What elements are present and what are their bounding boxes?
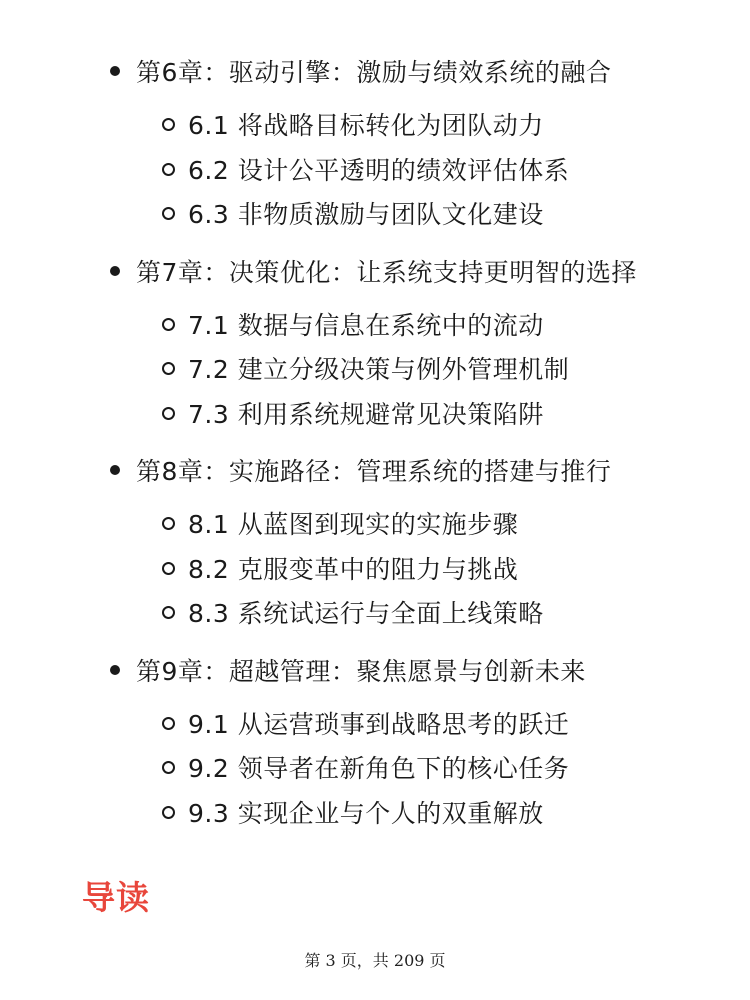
bullet-circle-icon (162, 606, 175, 619)
bullet-circle-icon (162, 517, 175, 530)
bullet-circle-icon (162, 806, 175, 819)
bullet-circle-icon (162, 761, 175, 774)
section-title: 8.1 从蓝图到现实的实施步骤 (188, 510, 519, 540)
list-item (0, 790, 750, 835)
bullet-dot-icon (110, 66, 120, 76)
section-title: 7.3 利用系统规避常见决策陷阱 (188, 399, 544, 429)
list-item (0, 391, 750, 436)
section-title: 6.3 非物质激励与团队文化建设 (188, 200, 544, 230)
list-item (0, 745, 750, 790)
bullet-circle-icon (162, 118, 175, 131)
bullet-circle-icon (162, 562, 175, 575)
section-title: 9.2 领导者在新角色下的核心任务 (188, 754, 570, 784)
section-list (0, 495, 750, 645)
section-title: 8.3 系统试运行与全面上线策略 (188, 599, 544, 629)
list-item (0, 346, 750, 391)
list-item (0, 590, 750, 635)
list-item (0, 501, 750, 546)
chapter-title: 第8章：实施路径：管理系统的搭建与推行 (136, 457, 612, 486)
list-item (0, 102, 750, 147)
section-list (0, 96, 750, 246)
list-item (0, 191, 750, 236)
chapter-item (0, 46, 750, 96)
chapter-item (0, 445, 750, 495)
chapter-6 (0, 46, 750, 246)
chapter-item (0, 645, 750, 695)
chapter-7 (0, 246, 750, 446)
bullet-dot-icon (110, 266, 120, 276)
bullet-circle-icon (162, 207, 175, 220)
chapter-9 (0, 645, 750, 845)
section-title: 9.1 从运营琐事到战略思考的跃迁 (188, 709, 570, 739)
list-item (0, 546, 750, 591)
bullet-dot-icon (110, 665, 120, 675)
bullet-circle-icon (162, 362, 175, 375)
chapter-title: 第7章：决策优化：让系统支持更明智的选择 (136, 257, 637, 287)
bullet-circle-icon (162, 717, 175, 730)
table-of-contents (0, 46, 750, 844)
section-title: 7.2 建立分级决策与例外管理机制 (188, 355, 570, 385)
section-heading: 导读 (82, 878, 150, 917)
list-item (0, 701, 750, 746)
section-title: 7.1 数据与信息在系统中的流动 (188, 310, 544, 340)
section-list (0, 695, 750, 845)
chapter-title: 第6章：驱动引擎：激励与绩效系统的融合 (136, 58, 612, 87)
chapter-8 (0, 445, 750, 645)
section-title: 6.2 设计公平透明的绩效评估体系 (188, 155, 570, 185)
bullet-dot-icon (110, 465, 120, 475)
section-title: 6.1 将战略目标转化为团队动力 (188, 111, 544, 141)
section-title: 8.2 克服变革中的阻力与挑战 (188, 554, 519, 584)
page-number: 第 3 页，共 209 页 (304, 951, 446, 970)
list-item (0, 302, 750, 347)
chapter-item (0, 246, 750, 296)
bullet-circle-icon (162, 318, 175, 331)
section-title: 9.3 实现企业与个人的双重解放 (188, 798, 544, 828)
bullet-circle-icon (162, 407, 175, 420)
section-list (0, 296, 750, 446)
bullet-circle-icon (162, 163, 175, 176)
chapter-title: 第9章：超越管理：聚焦愿景与创新未来 (136, 656, 586, 686)
list-item (0, 147, 750, 192)
